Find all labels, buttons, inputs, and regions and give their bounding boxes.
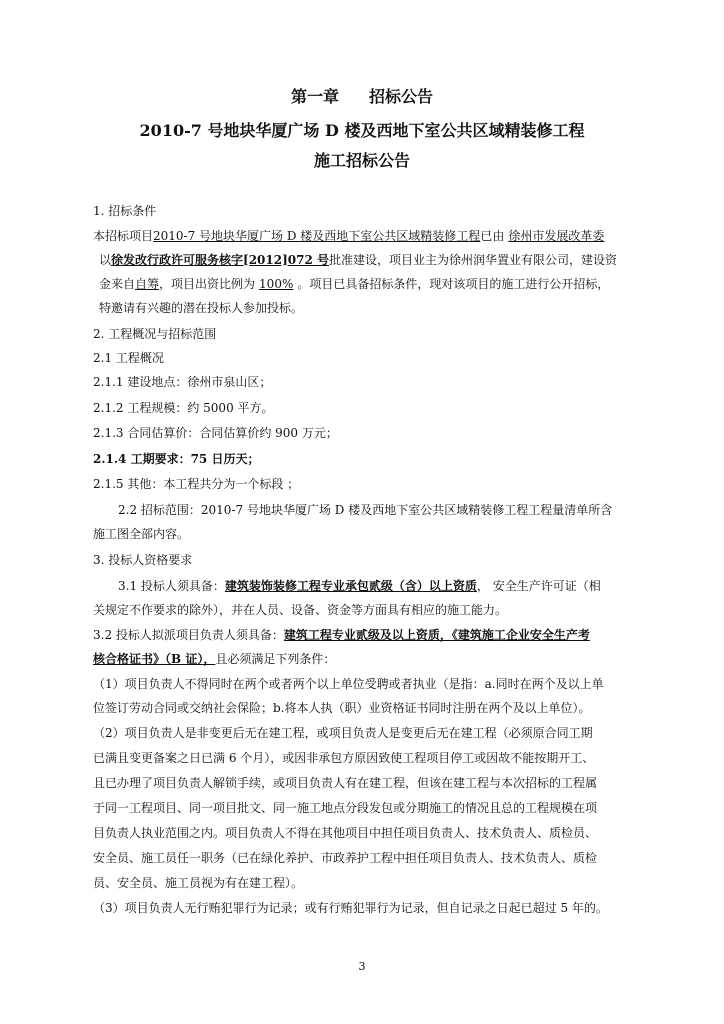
s3-cond-2-line-1: （2）项目负责人是非变更后无在建工程，或项目负责人是变更后无在建工程（必须原合同工期 <box>93 726 593 740</box>
s3-cond-2-line-7: 员、安全员、施工员视为有在建工程）。 <box>93 876 304 890</box>
text: 以 <box>99 253 112 267</box>
section-2-heading: 2. 工程概况与招标范围 <box>93 327 217 341</box>
s2-item-scale: 2.1.2 工程规模：约 5000 平方。 <box>93 401 274 415</box>
page-number: 3 <box>358 960 366 973</box>
fund-source: 自筹 <box>135 277 160 291</box>
approver-underlined: 徐州市发展改革委 <box>508 229 605 243</box>
manager-qualification: 建筑工程专业贰级及以上资质，《建筑施工企业安全生产考 <box>283 628 590 642</box>
text: 3.2 投标人拟派项目负责人须具备： <box>93 628 284 642</box>
s3-cond-2-line-6: 安全员、施工员任一职务（已在绿化养护、市政养护工程中担任项目负责人、技术负责人、质检 <box>93 851 598 865</box>
s3-p2-line-1 <box>93 627 638 643</box>
chapter-name: 招标公告 <box>369 87 434 106</box>
fund-ratio: 100% <box>259 277 294 291</box>
text: 。项目已具备招标条件，现对该项目的施工进行公开招标， <box>297 277 610 291</box>
s2-scope-1: 2.2 招标范围：2010-7 号地块华厦广场 D 楼及西地下室公共区域精装修工程工程量清单所含 <box>118 503 613 517</box>
chapter-title <box>0 86 724 108</box>
project-name-underlined: 2010-7 号地块华厦广场 D 楼及西地下室公共区域精装修工程 <box>153 229 481 243</box>
s2-item-location: 2.1.1 建设地点：徐州市泉山区； <box>93 375 272 389</box>
text: 3.1 投标人须具备： <box>118 579 225 593</box>
text: ，项目出资比例为 <box>159 277 256 291</box>
s3-cond-2-line-3: 且已办理了项目负责人解锁手续，或项目负责人有在建工程，但该在建工程与本次招标的工程属 <box>93 776 598 790</box>
s2-scope-2: 施工图全部内容。 <box>93 527 190 541</box>
safety-certificate: 核合格证书》（B 证）， <box>93 652 216 666</box>
s3-cond-1-line-1: （1）项目负责人不得同时在两个或者两个以上单位受聘或者执业（是指：a.同时在两个及以上单 <box>93 677 604 691</box>
s1-line-3 <box>99 276 644 292</box>
s1-line-4: 特邀请有兴趣的潜在投标人参加投标。 <box>99 301 304 315</box>
s2-item-price: 2.1.3 合同估算价：合同估算价约 900 万元； <box>93 426 338 440</box>
text: 本招标项目 <box>93 229 154 243</box>
text: 已由 <box>480 229 505 243</box>
s2-subheading: 2.1 工程概况 <box>93 351 164 365</box>
chapter-number: 第一章 <box>290 87 339 106</box>
s3-cond-2-line-5: 目负责人执业范围之内。项目负责人不得在其他项目中担任项目负责人、技术负责人、质检员、 <box>93 826 598 840</box>
qualification-requirement: 建筑装饰装修工程专业承包贰级（含）以上资质 <box>224 579 477 593</box>
s3-cond-3: （3）项目负责人无行贿犯罪行为记录；或有行贿犯罪行为记录，但自记录之日起已超过 5 年的。 <box>93 901 608 915</box>
section-1-heading: 1. 招标条件 <box>93 204 157 218</box>
s2-item-other: 2.1.5 其他：本工程共分为一个标段 ； <box>93 477 300 491</box>
s1-line-1 <box>93 228 638 244</box>
notice-title: 施工招标公告 <box>313 151 410 170</box>
approval-doc-number: 徐发改行政许可服务核字[2012]072 号 <box>111 253 329 267</box>
text: ， 安全生产许可证（相 <box>476 579 601 593</box>
text: 批准建设，项目业主为徐州润华置业有限公司，建设资 <box>329 253 618 267</box>
s1-line-2 <box>99 252 644 268</box>
s3-p1-line-1 <box>118 578 663 594</box>
s2-item-duration: 2.1.4 工期要求：75 日历天； <box>93 452 260 466</box>
s3-p1-line-2: 关规定不作要求的除外），并在人员、设备、资金等方面具有相应的施工能力。 <box>93 603 508 617</box>
s3-cond-2-line-2: 已满且变更备案之日已满 6 个月），或因非承包方原因致使工程项目停工或因故不能按期开工、 <box>93 751 595 765</box>
s3-cond-1-line-2: 位签订劳动合同或交纳社会保险；b.将本人执（职）业资格证书同时注册在两个及以上单位）。 <box>93 701 591 715</box>
s3-cond-2-line-4: 于同一工程项目、同一项目批文、同一施工地点分段发包或分期施工的情况且总的工程规模在项 <box>93 801 598 815</box>
project-title: 2010-7 号地块华厦广场 D 楼及西地下室公共区域精装修工程 <box>139 121 585 140</box>
text: 金来自 <box>99 277 136 291</box>
section-3-heading: 3. 投标人资格要求 <box>93 553 193 567</box>
s3-p2-line-2 <box>93 651 638 667</box>
text: 且必须满足下列条件： <box>215 652 336 666</box>
